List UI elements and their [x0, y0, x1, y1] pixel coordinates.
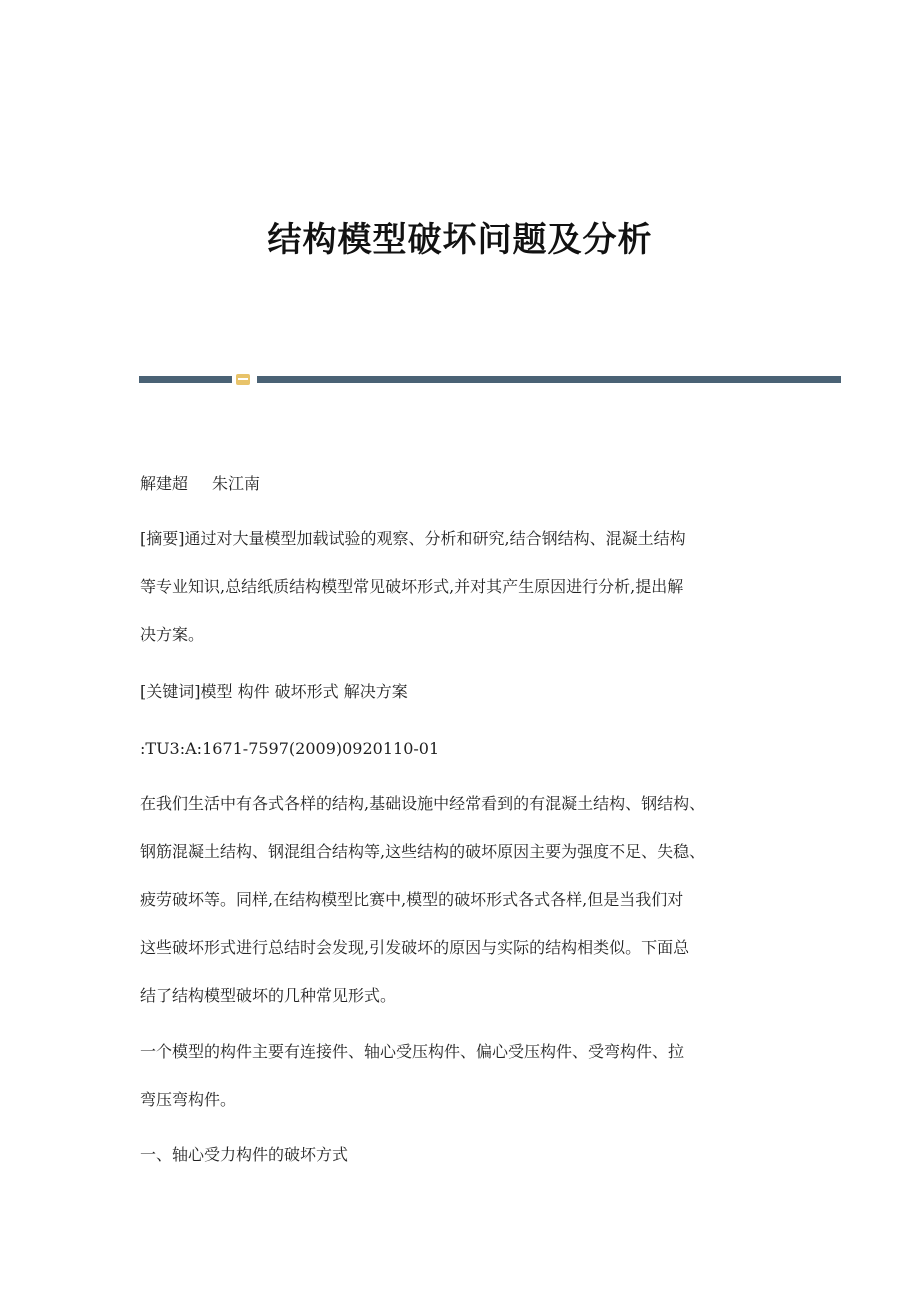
- authors-line: [140, 476, 800, 492]
- divider-bar-right: [257, 376, 841, 383]
- intro-line: 结了结构模型破坏的几种常见形式。: [140, 986, 397, 1005]
- document-title: 结构模型破坏问题及分析: [267, 220, 653, 260]
- intro-line: 疲劳破坏等。同样,在结构模型比赛中,模型的破坏形式各式各样,但是当我们对: [140, 890, 684, 909]
- author-name: 朱江南: [212, 474, 261, 493]
- intro-line: 这些破坏形式进行总结时会发现,引发破坏的原因与实际的结构相类似。下面总: [140, 938, 690, 957]
- abstract-line: 等专业知识,总结纸质结构模型常见破坏形式,并对其产生原因进行分析,提出解: [140, 577, 684, 596]
- title-divider: [139, 374, 841, 384]
- divider-bar-left: [139, 376, 232, 383]
- divider-marker-icon: [236, 374, 250, 385]
- abstract-line: [摘要]通过对大量模型加载试验的观察、分析和研究,结合钢结构、混凝土结构: [140, 529, 686, 548]
- author-name: 解建超: [140, 474, 189, 493]
- keywords-line: [关键词]模型 构件 破坏形式 解决方案: [140, 682, 408, 701]
- intro-line: 钢筋混凝土结构、钢混组合结构等,这些结构的破坏原因主要为强度不足、失稳、: [140, 842, 706, 861]
- components-line: 弯压弯构件。: [140, 1090, 237, 1109]
- classification-line: :TU3:A:1671-7597(2009)0920110-01: [140, 739, 440, 758]
- intro-line: 在我们生活中有各式各样的结构,基础设施中经常看到的有混凝土结构、钢结构、: [140, 794, 706, 813]
- components-line: 一个模型的构件主要有连接件、轴心受压构件、偏心受压构件、受弯构件、拉: [140, 1042, 685, 1061]
- section-heading: 一、轴心受力构件的破坏方式: [140, 1145, 349, 1164]
- abstract-line: 决方案。: [140, 625, 205, 644]
